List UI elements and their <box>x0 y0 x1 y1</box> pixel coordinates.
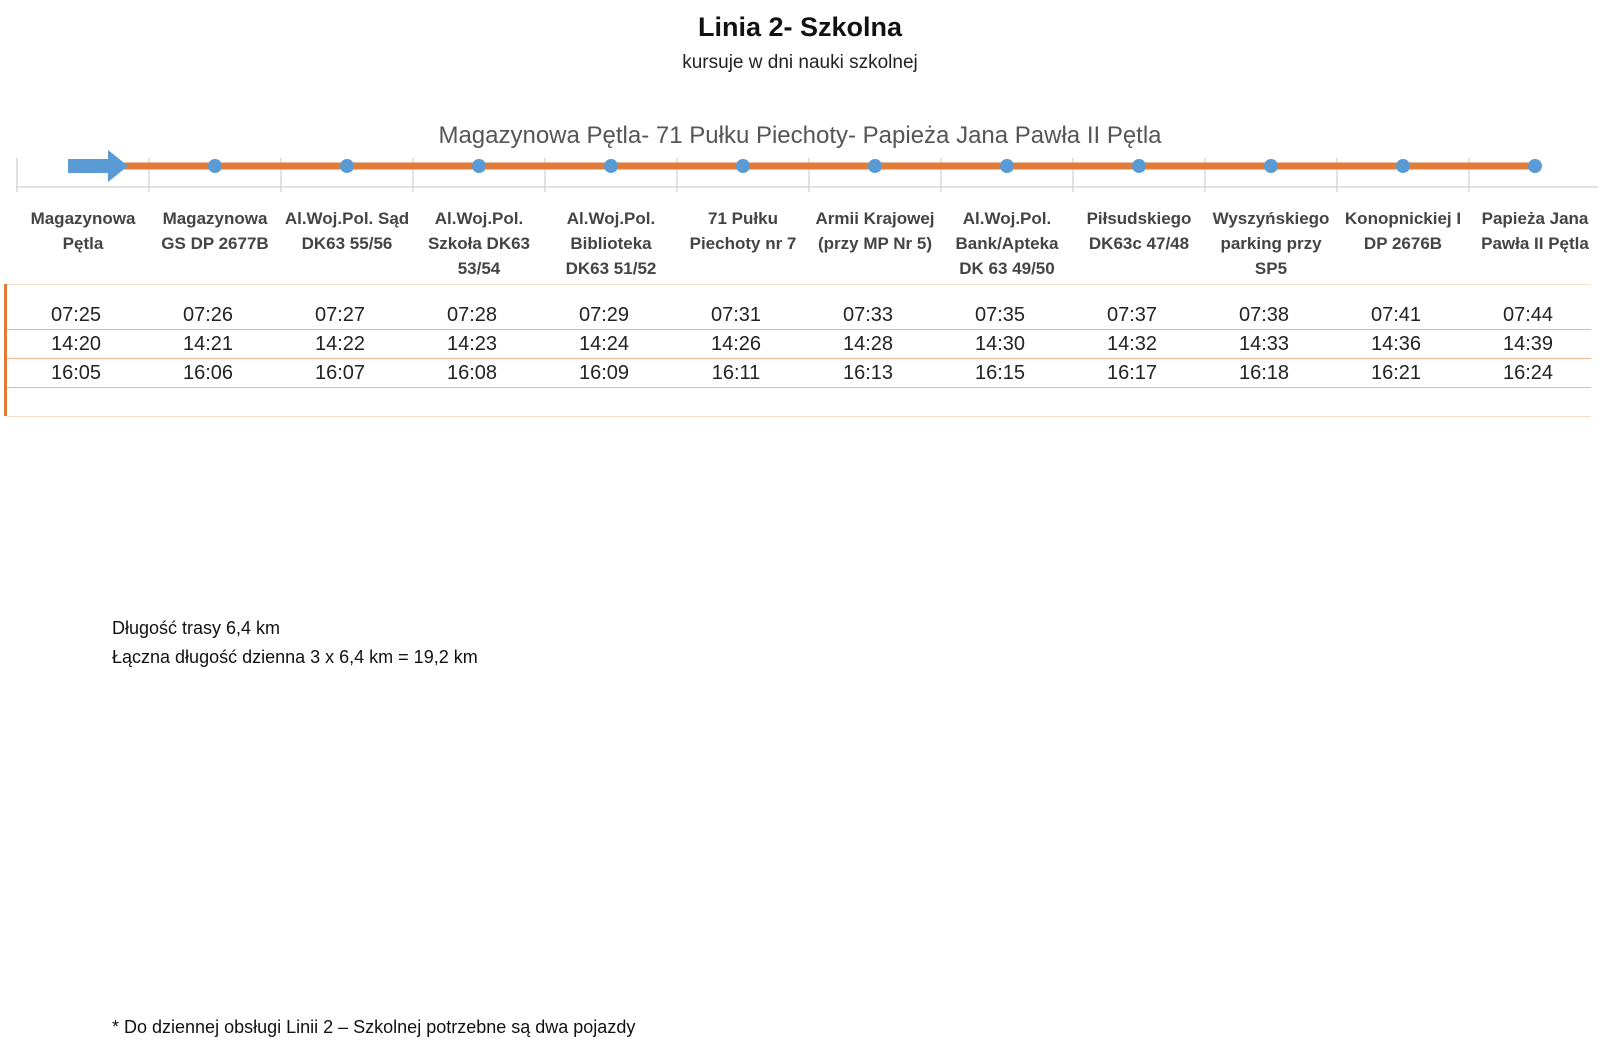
departure-time: 16:18 <box>1238 362 1290 384</box>
stop-marker <box>208 159 222 173</box>
departure-time: 16:06 <box>182 362 234 384</box>
departure-time: 16:07 <box>314 362 366 384</box>
departure-time: 14:33 <box>1238 333 1290 355</box>
timetable-row <box>7 329 1591 359</box>
daily-length-note: Łączna długość dzienna 3 x 6,4 km = 19,2 km <box>112 647 478 667</box>
departure-time: 07:25 <box>50 304 102 326</box>
route-length-note: Długość trasy 6,4 km <box>112 618 281 638</box>
stop-label: Magazynowa Pętla <box>30 209 136 253</box>
page-subtitle: kursuje w dni nauki szkolnej <box>682 52 918 73</box>
stop-label: Al.Woj.Pol. Biblioteka DK63 51/52 <box>565 209 657 278</box>
departure-time: 07:33 <box>842 304 894 326</box>
departure-time: 16:05 <box>50 362 102 384</box>
departure-time: 14:22 <box>314 333 366 355</box>
departure-time: 14:24 <box>578 333 630 355</box>
departure-time: 07:27 <box>314 304 366 326</box>
departure-time: 14:39 <box>1502 333 1554 355</box>
stop-marker <box>340 159 354 173</box>
departure-time: 14:26 <box>710 333 762 355</box>
departure-time: 14:23 <box>446 333 498 355</box>
departure-time: 16:15 <box>974 362 1026 384</box>
stop-label: Al.Woj.Pol. Sąd DK63 55/56 <box>284 209 410 253</box>
stop-label: Armii Krajowej (przy MP Nr 5) <box>815 209 935 253</box>
stop-label: Konopnickiej I DP 2676B <box>1344 209 1462 253</box>
stop-marker <box>1528 159 1542 173</box>
departure-time: 07:44 <box>1502 304 1554 326</box>
route-title: Magazynowa Pętla- 71 Pułku Piechoty- Papieża Jana Pawła II Pętla <box>438 122 1162 149</box>
departure-time: 16:24 <box>1502 362 1554 384</box>
departure-time: 14:20 <box>50 333 102 355</box>
vehicles-footnote: * Do dziennej obsługi Linii 2 – Szkolnej potrzebne są dwa pojazdy <box>112 1017 636 1037</box>
timetable-top-rule <box>7 284 1591 285</box>
timetable <box>4 284 1591 416</box>
stop-label: Magazynowa GS DP 2677B <box>161 209 269 253</box>
stop-marker <box>736 159 750 173</box>
departure-time: 07:28 <box>446 304 498 326</box>
departure-time: 16:17 <box>1106 362 1158 384</box>
stop-marker <box>472 159 486 173</box>
stop-marker <box>868 159 882 173</box>
departure-time: 16:21 <box>1370 362 1422 384</box>
departure-time: 14:30 <box>974 333 1026 355</box>
stop-label: Piłsudskiego DK63c 47/48 <box>1086 209 1192 253</box>
page-title: Linia 2- Szkolna <box>697 12 903 42</box>
departure-time: 14:28 <box>842 333 894 355</box>
direction-arrow-icon <box>68 150 128 182</box>
departure-time: 16:11 <box>711 362 761 384</box>
stop-label: Wyszyńskiego parking przy SP5 <box>1212 209 1330 278</box>
timetable-row <box>7 300 1591 330</box>
departure-time: 07:29 <box>578 304 630 326</box>
stop-label: Al.Woj.Pol. Bank/Apteka DK 63 49/50 <box>955 209 1059 278</box>
stop-label: 71 Pułku Piechoty nr 7 <box>689 209 797 253</box>
departure-time: 07:35 <box>974 304 1026 326</box>
stop-marker <box>1264 159 1278 173</box>
route-diagram <box>0 150 1600 200</box>
departure-time: 07:38 <box>1238 304 1290 326</box>
stop-marker <box>1396 159 1410 173</box>
departure-time: 14:21 <box>182 333 234 355</box>
departure-time: 16:13 <box>842 362 894 384</box>
departure-time: 14:32 <box>1106 333 1158 355</box>
departure-time: 07:37 <box>1106 304 1158 326</box>
stop-label: Papieża Jana Pawła II Pętla <box>1481 209 1589 253</box>
departure-time: 07:31 <box>710 304 762 326</box>
stop-marker <box>1132 159 1146 173</box>
departure-time: 07:26 <box>182 304 234 326</box>
stop-label: Al.Woj.Pol. Szkoła DK63 53/54 <box>427 209 531 278</box>
stop-marker <box>604 159 618 173</box>
departure-time: 07:41 <box>1370 304 1422 326</box>
stop-marker <box>1000 159 1014 173</box>
timetable-row <box>7 358 1591 388</box>
departure-time: 16:08 <box>446 362 498 384</box>
departure-time: 16:09 <box>578 362 630 384</box>
timetable-empty-row <box>7 387 1591 417</box>
departure-time: 14:36 <box>1370 333 1422 355</box>
